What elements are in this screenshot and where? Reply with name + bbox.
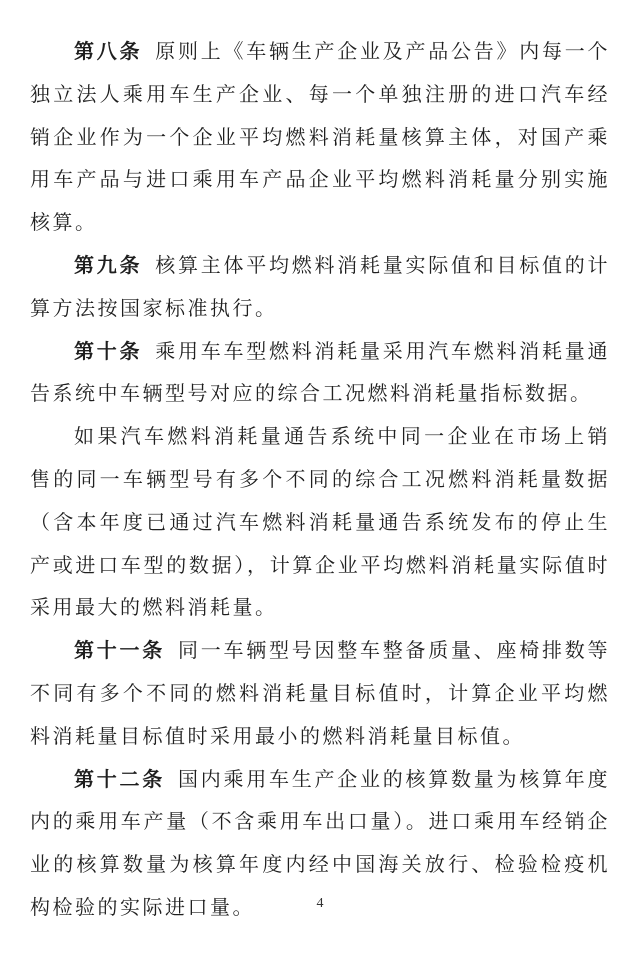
article-heading: 第十二条 xyxy=(74,768,165,791)
paragraph xyxy=(30,31,610,245)
paragraph xyxy=(30,630,610,758)
paragraph-text: 如果汽车燃料消耗量通告系统中同一企业在市场上销售的同一车辆型号有多个不同的综合工况燃料消耗量数据（含本年度已通过汽车燃料消耗量通告系统发布的停止生产或进口车型的数据），计算企业平均燃料消耗量实际值时采用最大的燃料消耗量。 xyxy=(30,426,610,620)
paragraph xyxy=(30,331,610,417)
paragraph-text: 同一车辆型号因整车整备质量、座椅排数等不同有多个不同的燃料消耗量目标值时，计算企业平均燃料消耗量目标值时采用最小的燃料消耗量目标值。 xyxy=(30,640,610,748)
article-heading: 第九条 xyxy=(74,254,143,277)
paragraph-text: 乘用车车型燃料消耗量采用汽车燃料消耗量通告系统中车辆型号对应的综合工况燃料消耗量指标数据。 xyxy=(30,340,610,406)
document-body xyxy=(30,31,610,930)
paragraph-text: 国内乘用车生产企业的核算数量为核算年度内的乘用车产量（不含乘用车出口量）。进口乘用车经销企业的核算数量为核算年度内经中国海关放行、检验检疫机构检验的实际进口量。 xyxy=(30,768,610,919)
paragraph-text: 原则上《车辆生产企业及产品公告》内每一个独立法人乘用车生产企业、每一个单独注册的进口汽车经销企业作为一个企业平均燃料消耗量核算主体，对国产乘用车产品与进口乘用车产品企业平均燃料消耗量分别实施核算。 xyxy=(30,41,610,235)
page-number: 4 xyxy=(316,896,324,911)
article-heading: 第八条 xyxy=(74,41,143,63)
article-heading: 第十条 xyxy=(74,340,143,363)
paragraph xyxy=(30,416,610,630)
article-heading: 第十一条 xyxy=(74,640,165,663)
paragraph-text: 核算主体平均燃料消耗量实际值和目标值的计算方法按国家标准执行。 xyxy=(30,254,610,320)
paragraph xyxy=(30,245,610,331)
